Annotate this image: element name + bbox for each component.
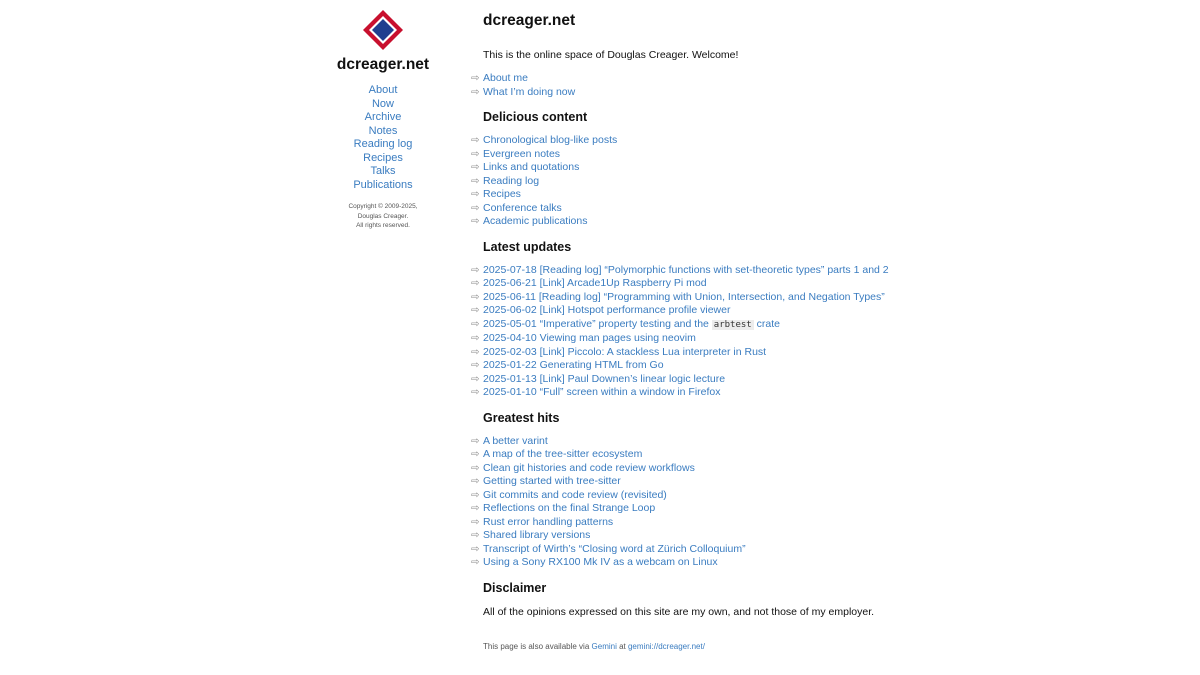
- sidebar-item-reading-log[interactable]: Reading log: [353, 138, 413, 150]
- update-link[interactable]: 2025-06-11 [Reading log] “Programming with Union, Intersection, and Negation Types”: [483, 290, 885, 303]
- delicious-link[interactable]: Reading log: [483, 174, 540, 187]
- list-item: [471, 332, 1191, 346]
- update-link[interactable]: 2025-02-03 [Link] Piccolo: A stackless Lua interpreter in Rust: [483, 345, 767, 358]
- greatest-hit-link[interactable]: Git commits and code review (revisited): [483, 488, 667, 501]
- greatest-hit-link[interactable]: A better varint: [483, 434, 548, 447]
- arrow-icon: ⇨: [471, 216, 480, 227]
- list-item: [471, 448, 1191, 462]
- list-item: [471, 556, 1191, 570]
- arrow-icon: ⇨: [471, 543, 480, 555]
- list-item: [471, 134, 1191, 148]
- sidebar: [303, 8, 463, 231]
- greatest-hit-link[interactable]: Reflections on the final Strange Loop: [483, 502, 656, 514]
- list-item: [471, 72, 1191, 86]
- arrow-icon: ⇨: [471, 476, 480, 487]
- link-about-me[interactable]: About me: [483, 72, 528, 84]
- arrow-icon: ⇨: [471, 557, 480, 568]
- list-item: [471, 291, 1191, 305]
- sidebar-item-about[interactable]: About: [368, 84, 398, 96]
- arrow-icon: ⇨: [471, 318, 480, 330]
- delicious-link[interactable]: Chronological blog-like posts: [483, 134, 618, 146]
- greatest-hit-link[interactable]: Transcript of Wirth’s “Closing word at Zürich Colloquium”: [483, 542, 746, 555]
- arrow-icon: ⇨: [471, 360, 480, 371]
- section-heading-greatest: Greatest hits: [483, 410, 560, 425]
- sidebar-item-now[interactable]: Now: [371, 97, 394, 110]
- gemini-url-link[interactable]: gemini://dcreager.net/: [627, 641, 705, 651]
- section-heading-disclaimer: Disclaimer: [483, 580, 547, 595]
- site-name[interactable]: dcreager.net: [336, 56, 430, 73]
- footer-middle: at: [616, 641, 628, 651]
- arrow-icon: ⇨: [471, 305, 480, 316]
- list-item: [471, 264, 1191, 278]
- arrow-icon: ⇨: [471, 135, 480, 146]
- arrow-icon: ⇨: [471, 278, 480, 289]
- list-item: [471, 346, 1191, 360]
- update-link-arbtest[interactable]: [483, 318, 780, 330]
- arrow-icon: ⇨: [471, 346, 480, 358]
- arrow-icon: ⇨: [471, 291, 480, 303]
- section-heading-delicious: Delicious content: [483, 110, 588, 124]
- footer-note: [483, 642, 1191, 651]
- arrow-icon: ⇨: [471, 489, 480, 501]
- list-item: [471, 277, 1191, 291]
- top-links: [471, 72, 1191, 99]
- list-item: [471, 516, 1191, 530]
- update-link[interactable]: 2025-07-18 [Reading log] “Polymorphic functions with set-theoretic types” parts 1 and 2: [483, 263, 889, 276]
- intro-text: This is the online space of Douglas Creager. Welcome!: [483, 49, 739, 61]
- arrow-icon: ⇨: [471, 264, 480, 276]
- list-item: [471, 161, 1191, 175]
- delicious-link[interactable]: Conference talks: [483, 201, 562, 214]
- list-item: [471, 148, 1191, 162]
- sidebar-item-notes[interactable]: Notes: [368, 124, 398, 137]
- update-link[interactable]: 2025-01-13 [Link] Paul Downen’s linear logic lecture: [483, 372, 726, 385]
- link-now[interactable]: What I’m doing now: [483, 85, 576, 98]
- arrow-icon: ⇨: [471, 86, 480, 98]
- list-item: [471, 175, 1191, 189]
- arrow-icon: ⇨: [471, 148, 480, 160]
- arrow-icon: ⇨: [471, 462, 480, 474]
- greatest-hit-link[interactable]: Getting started with tree-sitter: [483, 475, 621, 487]
- section-heading-latest: Latest updates: [483, 239, 572, 254]
- delicious-link[interactable]: Links and quotations: [483, 161, 580, 173]
- list-item: [471, 502, 1191, 516]
- list-item: [471, 462, 1191, 476]
- greatest-hit-link[interactable]: Shared library versions: [483, 529, 591, 541]
- list-item: [471, 86, 1191, 100]
- arrow-icon: ⇨: [471, 202, 480, 214]
- latest-updates: [471, 264, 1191, 400]
- arrow-icon: ⇨: [471, 387, 480, 398]
- footer-prefix: This page is also available via: [483, 641, 592, 651]
- sidebar-item-talks[interactable]: Talks: [370, 165, 396, 177]
- greatest-hit-link[interactable]: A map of the tree-sitter ecosystem: [483, 448, 643, 460]
- arrow-icon: ⇨: [471, 73, 480, 84]
- sidebar-item-recipes[interactable]: Recipes: [363, 151, 403, 164]
- page-title: dcreager.net: [483, 12, 576, 29]
- list-item: [471, 304, 1191, 318]
- arrow-icon: ⇨: [471, 189, 480, 200]
- gemini-link[interactable]: Gemini: [591, 641, 617, 651]
- list-item: [471, 215, 1191, 229]
- update-link[interactable]: 2025-01-10 “Full” screen within a window in Firefox: [483, 386, 721, 398]
- arrow-icon: ⇨: [471, 516, 480, 528]
- sidebar-item-archive[interactable]: Archive: [364, 111, 402, 123]
- list-item: [471, 373, 1191, 387]
- arrow-icon: ⇨: [471, 175, 480, 187]
- greatest-hit-link[interactable]: Rust error handling patterns: [483, 515, 614, 528]
- update-link[interactable]: 2025-01-22 Generating HTML from Go: [483, 359, 664, 371]
- disclaimer-text: All of the opinions expressed on this site are my own, and not those of my employer.: [483, 605, 875, 618]
- list-item: [471, 359, 1191, 373]
- arrow-icon: ⇨: [471, 333, 480, 344]
- arrow-icon: ⇨: [471, 435, 480, 447]
- list-item: [471, 529, 1191, 543]
- list-item: [471, 435, 1191, 449]
- update-text: 2025-05-01 “Imperative” property testing and the: [483, 317, 712, 330]
- list-item: [471, 202, 1191, 216]
- list-item: [471, 318, 1191, 333]
- list-item: [471, 188, 1191, 202]
- delicious-links: [471, 134, 1191, 229]
- sidebar-nav: [303, 84, 463, 192]
- copyright-line: Douglas Creager.: [357, 212, 409, 220]
- arrow-icon: ⇨: [471, 503, 480, 514]
- update-link[interactable]: 2025-06-02 [Link] Hotspot performance profile viewer: [483, 304, 731, 316]
- list-item: [471, 543, 1191, 557]
- arrow-icon: ⇨: [471, 530, 480, 541]
- code-arbtest: arbtest: [713, 319, 752, 330]
- update-link[interactable]: 2025-04-10 Viewing man pages using neovim: [483, 332, 696, 344]
- greatest-hit-link[interactable]: Clean git histories and code review workflows: [483, 461, 695, 474]
- delicious-link[interactable]: Academic publications: [483, 215, 588, 227]
- greatest-hits: [471, 435, 1191, 570]
- greatest-hit-link[interactable]: Using a Sony RX100 Mk IV as a webcam on Linux: [483, 556, 718, 568]
- arrow-icon: ⇨: [471, 373, 480, 385]
- copyright: [303, 202, 463, 231]
- site-logo-icon[interactable]: [361, 8, 405, 52]
- delicious-link[interactable]: Evergreen notes: [483, 147, 561, 160]
- arrow-icon: ⇨: [471, 449, 480, 460]
- update-text: crate: [753, 317, 780, 330]
- sidebar-item-publications[interactable]: Publications: [353, 178, 413, 191]
- copyright-line: Copyright © 2009-2025,: [348, 203, 418, 210]
- arrow-icon: ⇨: [471, 162, 480, 173]
- list-item: [471, 386, 1191, 400]
- update-link[interactable]: 2025-06-21 [Link] Arcade1Up Raspberry Pi mod: [483, 277, 707, 289]
- list-item: [471, 489, 1191, 503]
- copyright-line: All rights reserved.: [356, 222, 410, 229]
- delicious-link[interactable]: Recipes: [483, 188, 521, 200]
- list-item: [471, 475, 1191, 489]
- main-content: [471, 12, 1191, 651]
